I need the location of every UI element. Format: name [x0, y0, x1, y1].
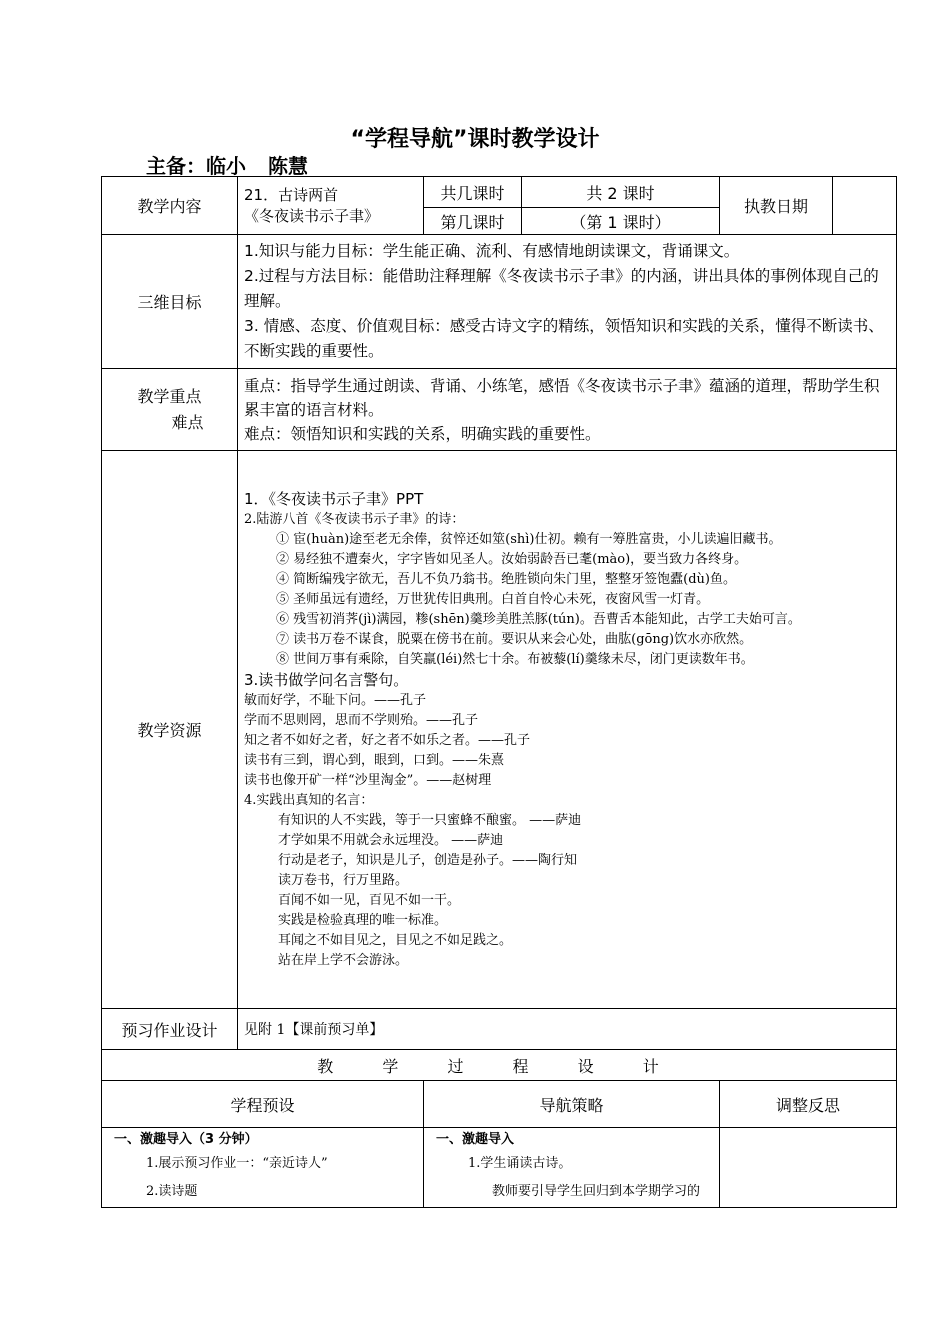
total-sessions-label: 共几课时 [424, 177, 522, 208]
session-number-value: （第 1 课时） [522, 208, 720, 235]
total-sessions-value: 共 2 课时 [522, 177, 720, 208]
strategy-heading: 一、激趣导入 [436, 1132, 515, 1147]
lesson-number-title: 21．古诗两首 [244, 185, 339, 204]
practice-quote-line: 才学如果不用就会永远埋没。 ——萨迪 [278, 832, 504, 848]
practice-quote-line: 有知识的人不实践，等于一只蜜蜂不酿蜜。 ——萨迪 [278, 812, 582, 828]
page-title: “学程导航”课时教学设计 [350, 127, 600, 152]
author-line [146, 150, 330, 179]
key-points-label [102, 369, 238, 451]
lesson-title-cell [238, 177, 424, 235]
quote-line: 学而不思则罔，思而不学则殆。——孔子 [244, 712, 479, 728]
poem-title: 《冬夜读书示子聿》 [244, 206, 380, 225]
resource-item-2: 2.陆游八首《冬夜读书示子聿》的诗： [244, 511, 465, 527]
process-col-strategy: 导航策略 [424, 1081, 720, 1128]
quote-line: 知之者不如好之者，好之者不如乐之者。——孔子 [244, 732, 531, 748]
key-points-cell [238, 369, 897, 451]
poem-line: ① 宦(huàn)途至老无余俸，贫悴还如筮(shì)仕初。赖有一筹胜富贵，小儿读遍旧藏书。 [276, 531, 782, 547]
strategy-step: 1.学生诵读古诗。 [468, 1156, 572, 1171]
practice-quote-line: 行动是老子，知识是儿子，创造是孙子。——陶行知 [278, 852, 578, 868]
poem-line: ⑦ 读书万卷不谋食，脱粟在傍书在前。要识从来会心处，曲肱(gōng)饮水亦欣然。 [276, 631, 753, 647]
practice-quote-line: 耳闻之不如目见之，目见之不如足践之。 [278, 932, 513, 948]
key-point-text: 重点：指导学生通过朗读、背诵、小练笔，感悟《冬夜读书示子聿》蕴涵的道理，帮助学生积累丰富的语言材料。 [244, 376, 880, 419]
objective-item: 3. 情感、态度、价值观目标：感受古诗文字的精练，领悟知识和实践的关系，懂得不断读书、不断实践的重要性。 [244, 317, 884, 360]
key-points-label-line2: 难点 [171, 412, 204, 432]
resource-item-4: 4.实践出真知的名言： [244, 792, 374, 808]
quote-line: 读书也像开矿一样“沙里淘金”。——赵树理 [244, 772, 492, 788]
process-strategy-cell [424, 1128, 720, 1208]
objective-item: 2.过程与方法目标：能借助注释理解《冬夜读书示子聿》的内涵，讲出具体的事例体现自己的理解。 [244, 267, 879, 310]
teaching-date-value [833, 177, 897, 235]
practice-quote-line: 站在岸上学不会游泳。 [278, 952, 409, 968]
content-label: 教学内容 [102, 177, 238, 235]
homework-value: 见附 1【课前预习单】 [238, 1009, 897, 1050]
poem-line: ② 易经独不遭秦火，字字皆如见圣人。汝始弱龄吾已耄(mào)，要当致力各终身。 [276, 551, 748, 567]
objective-item: 1.知识与能力目标：学生能正确、流利、有感情地朗读课文，背诵课文。 [244, 242, 740, 260]
objectives-cell [238, 235, 897, 369]
practice-quote-line: 读万卷书，行万里路。 [278, 872, 409, 888]
poem-line: ④ 简断编残字欲无，吾儿不负乃翁书。绝胜锁向朱门里，整整牙签饱蠹(dù)鱼。 [276, 571, 736, 587]
poem-line: ⑧ 世间万事有乘除，自笑羸(léi)然七十余。布被藜(lí)羹缘未尽，闭门更读数年书。 [276, 651, 754, 667]
strategy-step: 教师要引导学生回归到本学期学习的 [492, 1184, 701, 1199]
resources-cell [238, 451, 897, 1009]
resource-item-1: 1．《冬夜读书示子聿》PPT [244, 489, 424, 508]
poem-line: ⑥ 残雪初消荠(jì)满园，糁(shēn)羹珍美胜羔豚(tún)。吾曹舌本能知此，古学工夫始可言。 [276, 611, 801, 627]
process-plan-cell [102, 1128, 424, 1208]
process-col-reflection: 调整反思 [720, 1081, 897, 1128]
resources-label: 教学资源 [102, 451, 238, 1009]
author-name: 陈慧 [268, 154, 308, 178]
process-col-plan: 学程预设 [102, 1081, 424, 1128]
teaching-date-label: 执教日期 [720, 177, 833, 235]
plan-heading: 一、激趣导入（3 分钟） [114, 1132, 258, 1147]
process-title: 教 学 过 程 设 计 [102, 1050, 897, 1081]
objectives-label: 三维目标 [102, 235, 238, 369]
resource-item-3: 3.读书做学问名言警句。 [244, 670, 409, 689]
plan-step: 2.读诗题 [146, 1184, 198, 1199]
quote-line: 敏而好学，不耻下问。——孔子 [244, 692, 427, 708]
author-label: 主备：临小 [146, 154, 246, 178]
quote-line: 读书有三到，谓心到，眼到，口到。——朱熹 [244, 752, 505, 768]
process-reflection-cell [720, 1128, 897, 1208]
plan-step: 1.展示预习作业一：“亲近诗人” [146, 1156, 328, 1171]
session-number-label: 第几课时 [424, 208, 522, 235]
homework-label: 预习作业设计 [102, 1009, 238, 1050]
practice-quote-line: 百闻不如一见，百见不如一干。 [278, 892, 461, 908]
poem-line: ⑤ 圣师虽远有遗经，万世犹传旧典刑。白首自怜心未死，夜窗风雪一灯青。 [276, 591, 710, 607]
difficult-point-text: 难点：领悟知识和实践的关系，明确实践的重要性。 [244, 424, 601, 443]
lesson-plan-table [101, 176, 897, 1208]
key-points-label-line1: 教学重点 [137, 386, 202, 406]
practice-quote-line: 实践是检验真理的唯一标准。 [278, 912, 448, 928]
